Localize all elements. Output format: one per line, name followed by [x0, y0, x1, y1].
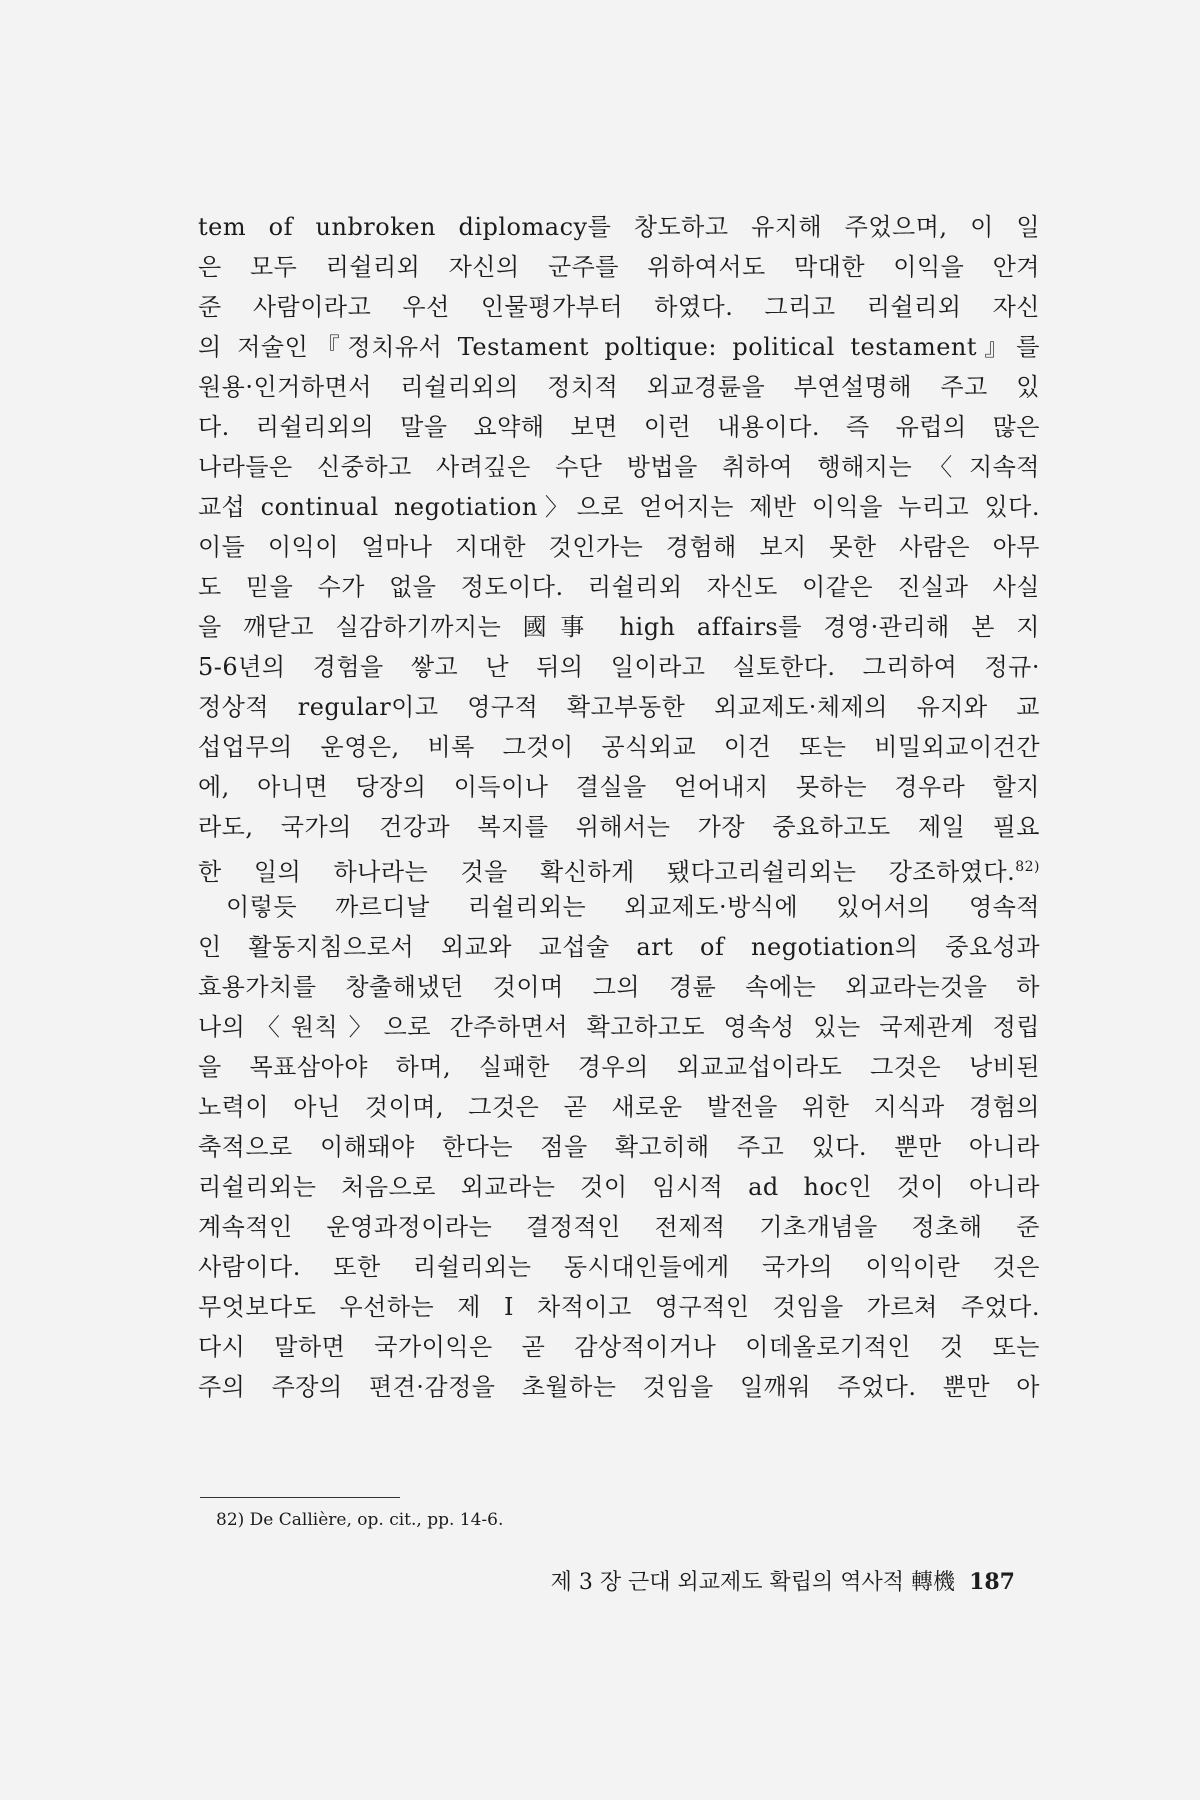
- footnote-divider: [200, 1497, 400, 1498]
- text-line: 원용·인거하면서 리쉴리외의 정치적 외교경륜을 부연설명해 주고 있: [198, 373, 1040, 401]
- chapter-title: 제 3 장 근대 외교제도 확립의 역사적 轉機: [550, 1570, 956, 1595]
- text-line: 을 깨닫고 실감하기까지는 國事 high affairs를 경영·관리해 본 지: [198, 613, 1040, 641]
- text-line: 축적으로 이해돼야 한다는 점을 확고히해 주고 있다. 뿐만 아니라: [198, 1133, 1040, 1161]
- text-line: 사람이다. 또한 리쉴리외는 동시대인들에게 국가의 이익이란 것은: [198, 1253, 1040, 1281]
- text-line: 노력이 아닌 것이며, 그것은 곧 새로운 발전을 위한 지식과 경험의: [198, 1093, 1040, 1121]
- text-line: 을 목표삼아야 하며, 실패한 경우의 외교교섭이라도 그것은 낭비된: [198, 1053, 1040, 1081]
- page-number: 187: [969, 1569, 1015, 1595]
- text-line: 의 저술인『정치유서 Testament poltique: political testament』를: [198, 333, 1040, 361]
- text-line: 한 일의 하나라는 것을 확신하게 됐다고리쉴리외는 강조하였다.: [198, 858, 1016, 886]
- body-text: [198, 207, 1040, 1407]
- text-line: tem of unbroken diplomacy를 창도하고 유지해 주었으며, 이 일: [198, 213, 1040, 241]
- text-line-with-note: [198, 847, 1040, 887]
- text-line: 섭업무의 운영은, 비록 그것이 공식외교 이건 또는 비밀외교이건간: [198, 733, 1040, 761]
- text-line: 도 믿을 수가 없을 정도이다. 리쉴리외 자신도 이같은 진실과 사실: [198, 573, 1040, 601]
- text-line: 주의 주장의 편견·감정을 초월하는 것임을 일깨워 주었다. 뿐만 아: [198, 1373, 1040, 1401]
- text-line: 준 사람이라고 우선 인물평가부터 하였다. 그리고 리쉴리외 자신: [198, 293, 1040, 321]
- text-line: 교섭 continual negotiation〉으로 얻어지는 제반 이익을 누리고 있다.: [198, 493, 1040, 521]
- text-line: 라도, 국가의 건강과 복지를 위해서는 가장 중요하고도 제일 필요: [198, 813, 1040, 841]
- text-line: 다. 리쉴리외의 말을 요약해 보면 이런 내용이다. 즉 유럽의 많은: [198, 413, 1040, 441]
- text-line: 인 활동지침으로서 외교와 교섭술 art of negotiation의 중요성과: [198, 933, 1040, 961]
- text-line: 리쉴리외는 처음으로 외교라는 것이 임시적 ad hoc인 것이 아니라: [198, 1173, 1040, 1201]
- text-line: 이들 이익이 얼마나 지대한 것인가는 경험해 보지 못한 사람은 아무: [198, 533, 1040, 561]
- text-line: 나의〈원칙〉으로 간주하면서 확고하고도 영속성 있는 국제관계 정립: [198, 1013, 1040, 1041]
- running-footer: [470, 1565, 1015, 1596]
- text-line: 효용가치를 창출해냈던 것이며 그의 경륜 속에는 외교라는것을 하: [198, 973, 1040, 1001]
- text-line: 이렇듯 까르디날 리쉴리외는 외교제도·방식에 있어서의 영속적: [226, 893, 1040, 921]
- text-line: 무엇보다도 우선하는 제 I 차적이고 영구적인 것임을 가르쳐 주었다.: [198, 1293, 1040, 1321]
- text-line: 에, 아니면 당장의 이득이나 결실을 얻어내지 못하는 경우라 할지: [198, 773, 1040, 801]
- text-line: 나라들은 신중하고 사려깊은 수단 방법을 취하여 행해지는〈지속적: [198, 453, 1040, 481]
- text-line: 5-6년의 경험을 쌓고 난 뒤의 일이라고 실토한다. 그리하여 정규·: [198, 653, 1040, 681]
- footnote-reference: 82): [1015, 859, 1040, 875]
- text-line: 정상적 regular이고 영구적 확고부동한 외교제도·체제의 유지와 교: [198, 693, 1040, 721]
- text-line: 다시 말하면 국가이익은 곧 감상적이거나 이데올로기적인 것 또는: [198, 1333, 1040, 1361]
- footnote: 82) De Callière, op. cit., pp. 14-6.: [216, 1510, 504, 1530]
- text-line: 은 모두 리쉴리외 자신의 군주를 위하여서도 막대한 이익을 안겨: [198, 253, 1040, 281]
- text-line: 계속적인 운영과정이라는 결정적인 전제적 기초개념을 정초해 준: [198, 1213, 1040, 1241]
